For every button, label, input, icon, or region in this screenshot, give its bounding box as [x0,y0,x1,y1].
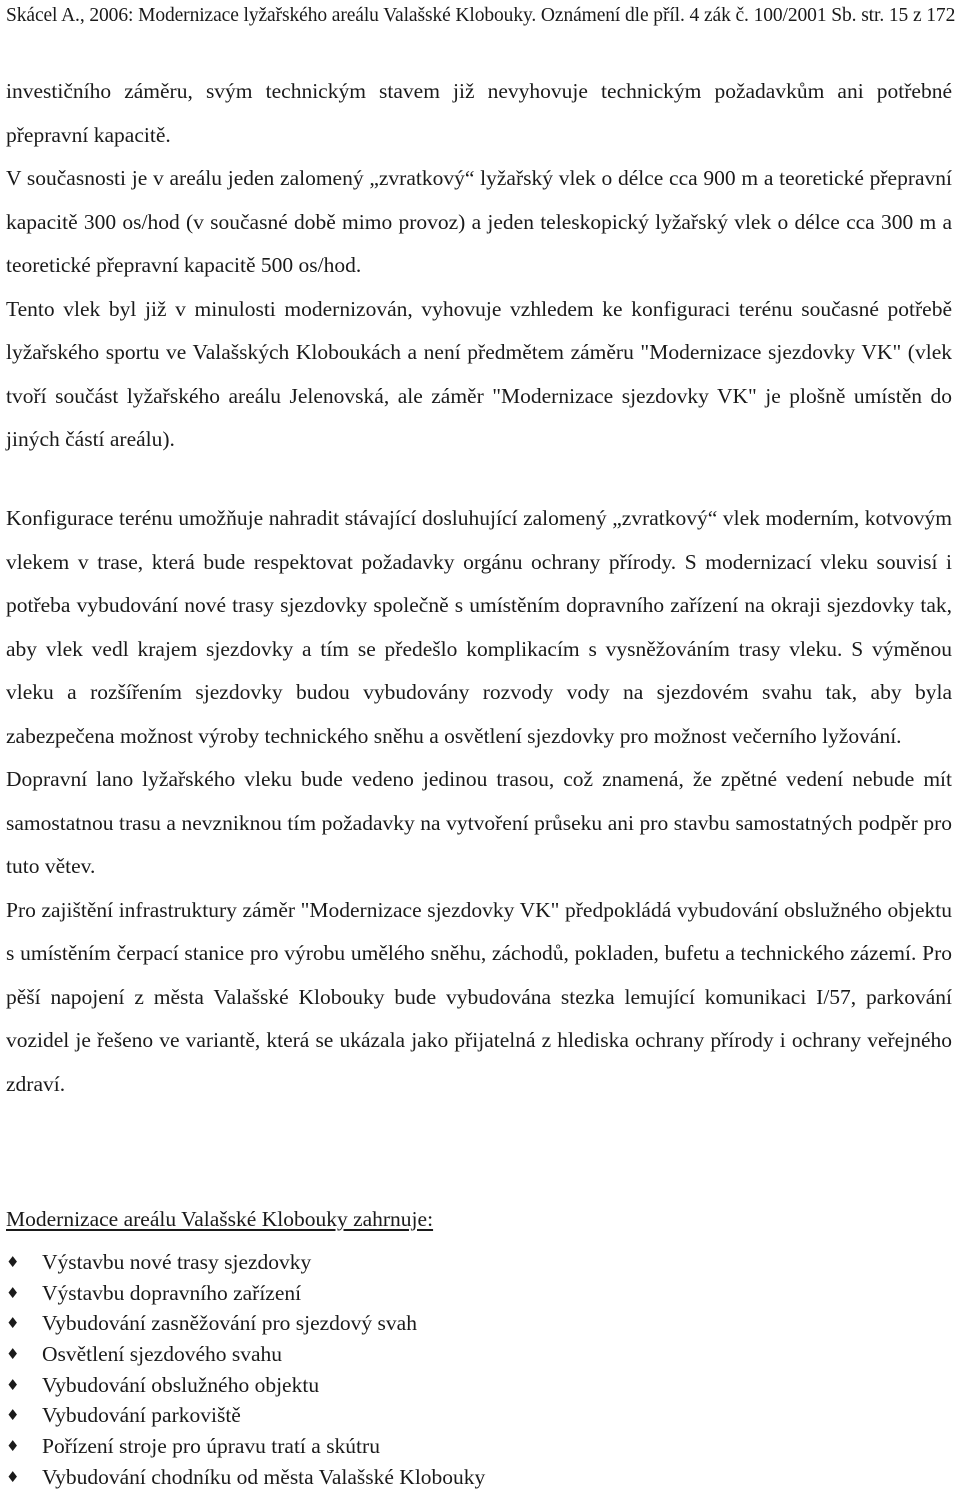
paragraph: Pro zajištění infrastruktury záměr "Modernizace sjezdovky VK" předpokládá vybudování obslužného objektu s umístěním čerpací stanice pro výrobu umělého sněhu, záchodů, pokladen, bufetu a technického zázemí. Pro pěší napojení z města Valašské Klobouky bude vybudována stezka lemující komunikaci I/57, parkování vozidel je řešeno ve variantě, která se ukázala jako přijatelná z hlediska ochrany přírody i ochrany veřejného zdraví. [6,897,952,1096]
list-item [6,1308,485,1339]
paragraph: Dopravní lano lyžařského vleku bude vedeno jedinou trasou, což znamená, že zpětné vedení nebude mít samostatnou trasu a nevzniknou tím požadavky na vytvoření průseku ani pro stavbu samostatných podpěr pro tuto větev. [6,767,952,878]
list-item [6,1247,485,1278]
paragraph: Konfigurace terénu umožňuje nahradit stávající dosluhující zalomený „zvratkový“ vlek moderním, kotvovým vlekem v trase, která bude respektovat požadavky orgánu ochrany přírody. S modernizací vleku souvisí i potřeba vybudování nové trasy sjezdovky společně s umístěním dopravního zařízení na okraji sjezdovky tak, aby vlek vedl krajem sjezdovky a tím se předešlo komplikacím s vysněžováním trasy vleku. S výměnou vleku a rozšířením sjezdovky budou vybudovány rozvody vody na sjezdovém svahu tak, aby byla zabezpečena možnost výroby technického sněhu a osvětlení sjezdovky pro možnost večerního lyžování. [6,506,952,748]
diamond-bullet-icon: ♦ [6,1314,20,1333]
diamond-bullet-icon: ♦ [6,1437,20,1456]
list-item-text: Výstavbu nové trasy sjezdovky [42,1250,312,1274]
paragraph: Tento vlek byl již v minulosti modernizován, vyhovuje vzhledem ke konfiguraci terénu současné potřebě lyžařského sportu ve Valašských Kloboukách a není předmětem záměru "Modernizace sjezdovky VK" (vlek tvoří součást lyžařského areálu Jelenovská, ale záměr "Modernizace sjezdovky VK" je plošně umístěn do jiných částí areálu). [6,296,952,451]
list-item [6,1462,485,1493]
diamond-bullet-icon: ♦ [6,1406,20,1425]
diamond-bullet-icon: ♦ [6,1345,20,1364]
list-item-text: Pořízení stroje pro úpravu tratí a skútru [42,1434,380,1459]
list-item-text: Vybudování obslužného objektu [42,1372,320,1397]
diamond-bullet-icon: ♦ [6,1253,20,1271]
list-item-text: Vybudování parkoviště [42,1403,241,1428]
text-section-1 [6,70,952,462]
list-heading: Modernizace areálu Valašské Klobouky zahrnuje: [6,1207,434,1231]
list-item [6,1339,485,1370]
list-item-text: Vybudování zasněžování pro sjezdový svah [42,1311,417,1336]
list-item-text: Osvětlení sjezdového svahu [42,1342,283,1367]
paragraph: V současnosti je v areálu jeden zalomený „zvratkový“ lyžařský vlek o délce cca 900 m a teoretické přepravní kapacitě 300 os/hod (v současné době mimo provoz) a jeden teleskopický lyžařský vlek o délce cca 300 m a teoretické přepravní kapacitě 500 os/hod. [6,166,952,277]
paragraph: investičního záměru, svým technickým stavem již nevyhovuje technickým požadavkům ani potřebné přepravní kapacitě. [6,79,952,147]
diamond-bullet-icon: ♦ [6,1375,20,1394]
list-item [6,1431,485,1462]
list-item [6,1400,485,1431]
diamond-bullet-icon: ♦ [6,1283,20,1302]
list-item [6,1278,485,1309]
bullet-list [6,1247,485,1493]
list-item [6,1370,485,1401]
list-item-text: Výstavbu dopravního zařízení [42,1280,302,1305]
diamond-bullet-icon: ♦ [6,1467,20,1486]
list-item-text: Vybudování chodníku od města Valašské Klobouky [42,1464,486,1489]
page-header: Skácel A., 2006: Modernizace lyžařského areálu Valašské Klobouky. Oznámení dle příl. 4 zák č. 100/2001 Sb. str. 15 z 172 [6,5,956,26]
text-section-2 [6,497,952,1106]
